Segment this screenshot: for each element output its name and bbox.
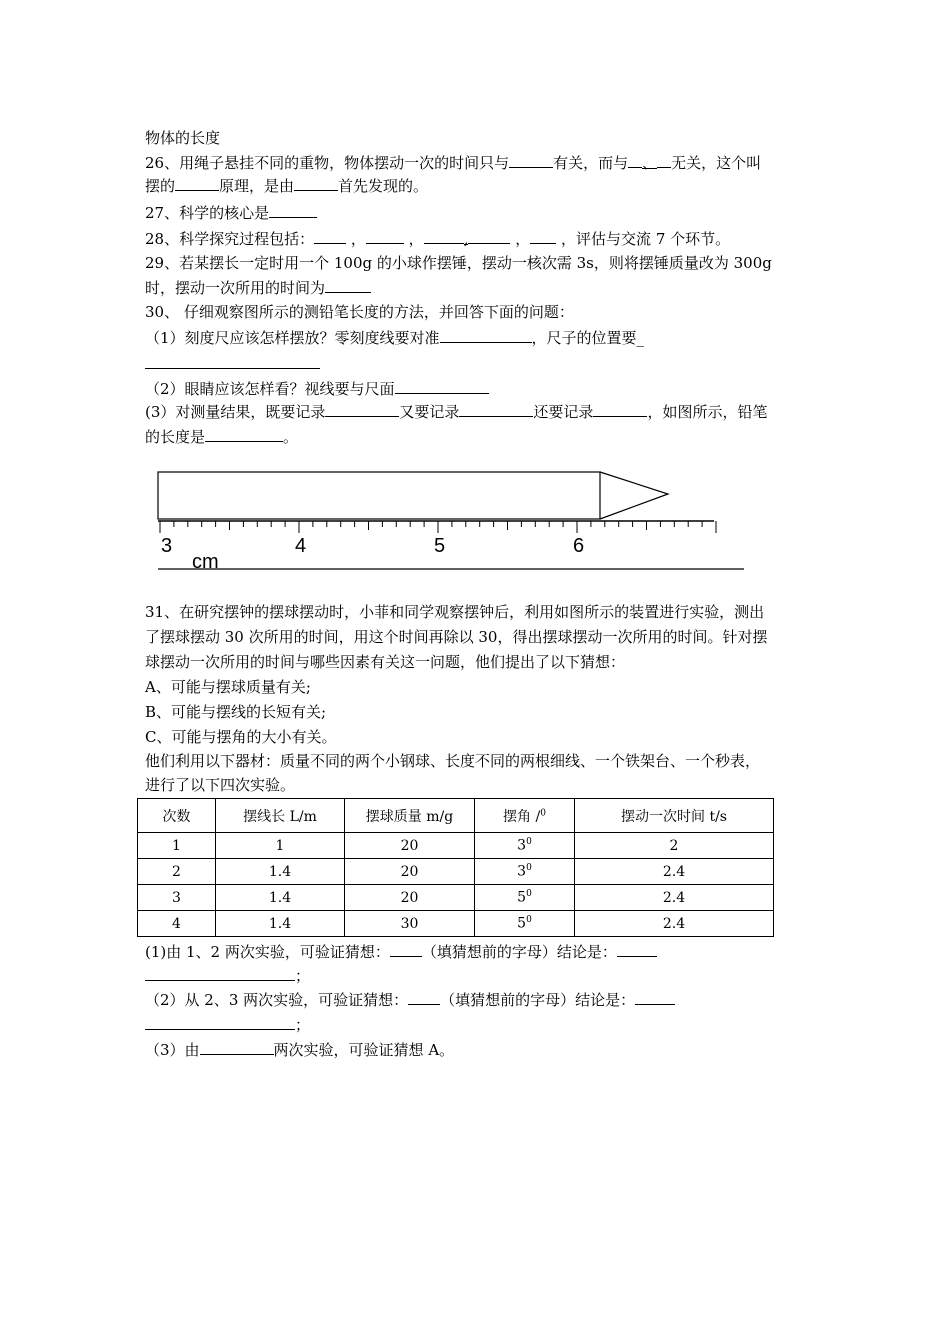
q26-separator: 、 [642,154,658,172]
p1-blank-2[interactable] [617,940,657,957]
table-cell [475,859,575,885]
q29-text: 时，摆动一次所用的时间为 [145,279,326,297]
q30-text: （1）刻度尺应该怎样摆放？零刻度线要对准 [145,329,440,347]
q30-text: （2）眼睛应该怎样看？视线要与尺面 [145,380,395,398]
p1-text: （填猜想前的字母）结论是： [421,943,617,961]
q28-comma: ， [408,230,424,248]
q26-text: 无关，这个叫 [671,154,762,172]
pencil-tip [600,472,668,519]
angle-value: 5 [517,889,527,906]
question-26-line2 [145,174,428,197]
q30-text: 。 [283,428,299,446]
part-1 [145,940,657,963]
q26-blank-2[interactable] [628,151,642,168]
q28-comma: ， [350,230,366,248]
table-cell: 20 [345,885,475,911]
q30-blank-line[interactable] [145,368,320,369]
p2-blank-3[interactable] [145,1013,295,1030]
question-31-line2: 了摆球摆动 30 次所用的时间，用这个时间再除以 30，得出摆球摆动一次所用的时间。针对摆 [145,628,768,646]
q28-text: ，评估与交流 7 个环节。 [561,230,731,248]
q30-text: 还要记录 [533,403,594,421]
question-31-line3: 球摆动一次所用的时间与哪些因素有关这一问题，他们提出了以下猜想： [145,653,626,671]
p2-text: （填猜想前的字母）结论是： [440,991,636,1009]
question-30-part4 [145,425,298,448]
experiment-table [137,798,774,937]
question-30: 30、 仔细观察图所示的测铅笔长度的方法，并回答下面的问题： [145,303,574,321]
angle-value: 3 [517,837,527,854]
q26-text: 原理，是由 [219,177,295,195]
q26-text: 首先发现的。 [338,177,429,195]
question-31-line1: 31、在研究摆钟的摆球摆动时，小菲和同学观察摆钟后，利用如图所示的装置进行实验，测出 [145,603,765,621]
question-27 [145,201,317,224]
tools-line1: 他们利用以下器材：质量不同的两个小钢球、长度不同的两根细线、一个铁架台、一个秒表， [145,752,761,770]
p2-blank-2[interactable] [635,988,675,1005]
guess-b: B、可能与摆线的长短有关; [145,703,327,721]
question-26-line1 [145,151,761,174]
ruler-ticks [160,521,716,533]
guess-a: A、可能与摆球质量有关; [145,678,311,696]
table-cell: 2.4 [575,885,774,911]
angle-value: 5 [517,915,527,932]
q30-text: (3）对测量结果，既要记录 [145,403,326,421]
part-3 [145,1038,454,1061]
p2-text: ； [295,1016,311,1034]
table-cell: 30 [345,911,475,937]
q26-blank-4[interactable] [175,174,219,191]
table-cell: 20 [345,833,475,859]
pencil-body [158,472,600,519]
question-29-line2 [145,276,371,299]
p3-text: 两次实验，可验证猜想 A。 [273,1041,455,1059]
q30-text: ，如图所示，铅笔 [647,403,768,421]
part-2-line2 [145,1013,310,1036]
part-2 [145,988,675,1011]
table-header [475,799,575,833]
angle-header-text: 摆角 / [503,808,541,825]
p1-text: ； [295,967,311,985]
table-cell: 1 [138,833,216,859]
table-header: 次数 [138,799,216,833]
degree-sup: 0 [526,863,532,874]
table-header: 摆动一次时间 t/s [575,799,774,833]
q27-blank[interactable] [269,201,317,218]
q26-blank-3[interactable] [657,151,671,168]
ruler-label-4: 4 [295,535,307,557]
ruler-unit: cm [192,551,219,573]
line-heading: 物体的长度 [145,129,221,147]
question-30-part1 [145,326,644,349]
q30-blank-5[interactable] [593,400,647,417]
table-cell: 1.4 [216,911,345,937]
q28-blank-4[interactable] [468,227,510,244]
table-cell: 4 [138,911,216,937]
table-header: 摆球质量 m/g [345,799,475,833]
table-cell: 2.4 [575,911,774,937]
table-cell [475,911,575,937]
degree-sup: 0 [526,889,532,900]
q30-blank-4[interactable] [459,400,533,417]
table-cell: 2.4 [575,859,774,885]
q28-blank-1[interactable] [314,227,346,244]
table-row [138,833,774,859]
p2-blank-1[interactable] [408,988,440,1005]
part-1-line2 [145,964,310,987]
q30-blank-1[interactable] [440,326,532,343]
q28-blank-3[interactable] [424,227,464,244]
p3-text: （3）由 [145,1041,200,1059]
q26-text: 摆的 [145,177,176,195]
q29-blank[interactable] [325,276,371,293]
q30-blank-3[interactable] [325,400,399,417]
degree-sup: 0 [526,915,532,926]
p1-blank-1[interactable] [390,940,422,957]
q28-text: 28、科学探究过程包括： [145,230,315,248]
table-row [138,885,774,911]
table-cell: 20 [345,859,475,885]
table-header: 摆线长 L/m [216,799,345,833]
ruler-label-3: 3 [161,535,173,557]
question-28 [145,227,730,250]
table-row [138,859,774,885]
q26-text: 26、用绳子悬挂不同的重物，物体摆动一次的时间只与 [145,154,510,172]
pencil-ruler-figure [150,466,750,576]
p3-blank[interactable] [200,1038,274,1055]
p1-text: (1)由 1、2 两次实验，可验证猜想： [145,943,390,961]
question-30-part2 [145,377,489,400]
table-cell: 1.4 [216,885,345,911]
question-30-part3 [145,400,767,423]
q28-comma: ， [515,230,531,248]
degree-sup: 0 [540,807,546,818]
guess-c: C、可能与摆角的大小有关。 [145,728,337,746]
q26-text: 有关，而与 [553,154,629,172]
q27-text: 27、科学的核心是 [145,204,270,222]
q28-comma: , [463,230,469,248]
tools-line2: 进行了以下四次实验。 [145,776,296,794]
table-cell: 3 [138,885,216,911]
table-cell: 1 [216,833,345,859]
table-cell: 1.4 [216,859,345,885]
q30-blank-6[interactable] [205,425,283,442]
ruler-label-6: 6 [573,535,585,557]
q30-text: 又要记录 [399,403,460,421]
ruler-label-5: 5 [434,535,446,557]
q28-blank-5[interactable] [530,227,556,244]
q26-blank-1[interactable] [509,151,553,168]
p2-text: （2）从 2、3 两次实验，可验证猜想： [145,991,409,1009]
q30-text: 的长度是 [145,428,206,446]
p1-blank-3[interactable] [145,964,295,981]
q26-blank-5[interactable] [294,174,338,191]
angle-value: 3 [517,863,527,880]
table-row [138,911,774,937]
table-cell: 2 [138,859,216,885]
table-cell: 2 [575,833,774,859]
table-cell [475,833,575,859]
table-cell [475,885,575,911]
question-29-line1: 29、若某摆长一定时用一个 100g 的小球作摆锤，摆动一核次需 3s，则将摆锤质量改为 300g [145,254,772,272]
q30-blank-2[interactable] [395,377,489,394]
q28-blank-2[interactable] [366,227,404,244]
q30-text: ，尺子的位置要_ [531,329,645,347]
degree-sup: 0 [526,837,532,848]
table-header-row [138,799,774,833]
